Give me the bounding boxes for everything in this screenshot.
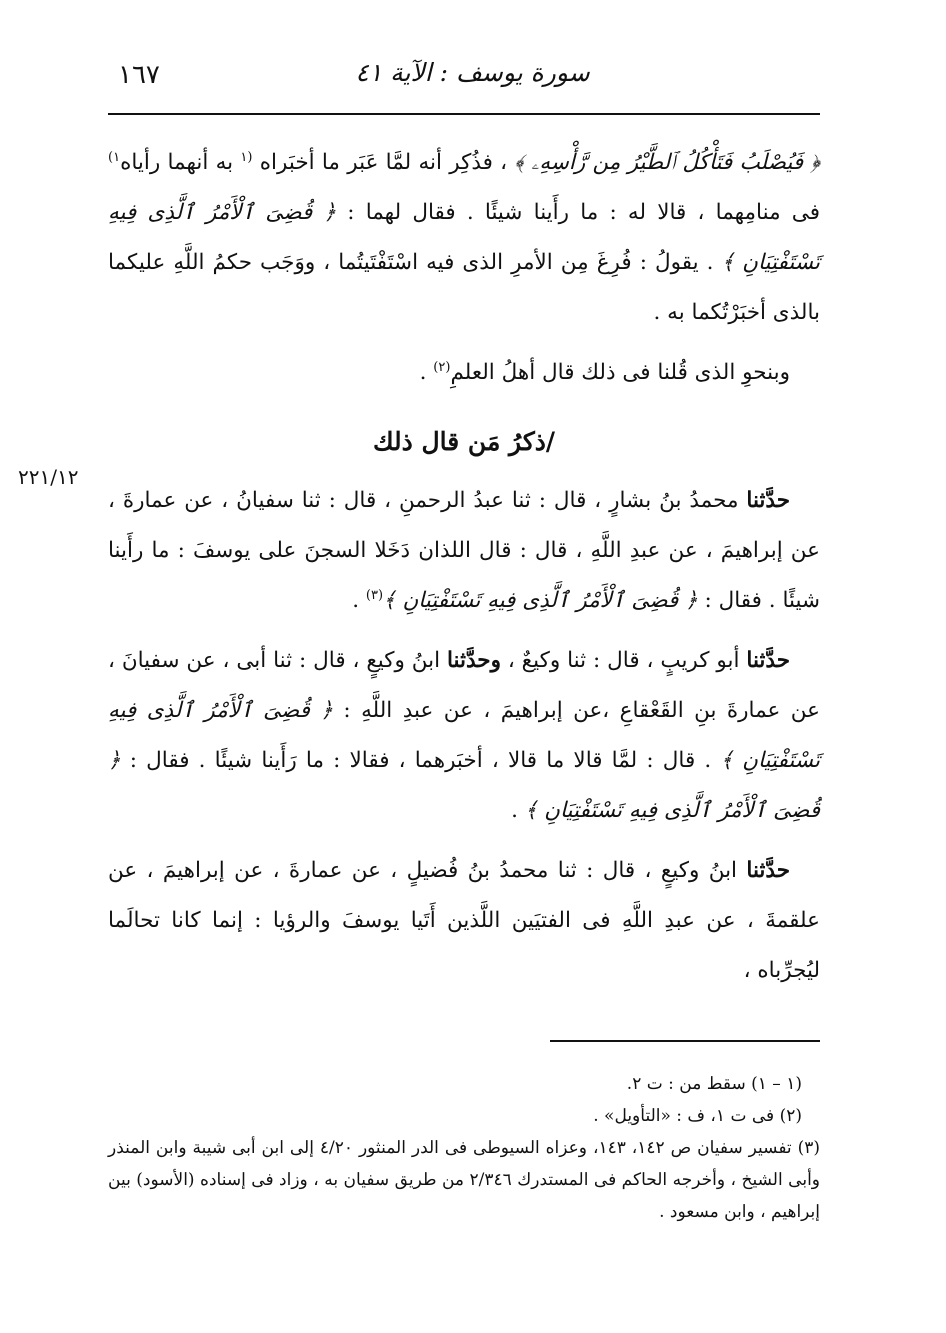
footnotes bbox=[108, 1068, 820, 1228]
narration-lead: وحدَّثنا bbox=[446, 648, 501, 673]
text-run: وبنحوِ الذى قُلنا فى ذلك قال أهلُ العلمِ bbox=[450, 360, 790, 385]
text-run: ، فذُكِر أنه لمَّا عَبَر ما أخبَراه bbox=[252, 150, 515, 175]
footnote-marker: (١ bbox=[240, 149, 253, 165]
quran-quote: ﴿ قُضِىَ ٱلْأَمْرُ ٱلَّذِى فِيهِ تَسْتَفْتِيَانِ ﴾ bbox=[383, 588, 698, 613]
page-number: ١٦٧ bbox=[118, 60, 160, 90]
footnote-3: (٣) تفسير سفيان ص ١٤٢، ١٤٣، وعزاه السيوطى فى الدر المنثور ٤/٢٠ إلى ابن أبى شيبة وابن المنذر وأبى الشيخ ، وأخرجه الحاكم فى المستدرك ٢/٣٤٦ من طريق سفيان به ، وزاد فى إسناده (الأسود) بين إبراهيم ، وابن مسعود . bbox=[108, 1138, 820, 1222]
text-run: أبو كريبٍ ، قال : ثنا وكيعٌ ، bbox=[500, 648, 747, 673]
text-run: . قال : لمَّا قالا ما قالا ، أخبَرهما ، فقالا : ما رَأَينا شيئًا . فقال : bbox=[120, 748, 721, 773]
narration-lead: حدَّثنا bbox=[746, 488, 790, 513]
paragraph-1 bbox=[108, 138, 820, 338]
text-run: محمدُ بنُ بشارٍ ، قال : ثنا عبدُ الرحمنِ ، قال : ثنا سفيانُ ، عن عمارةَ ، عن إبراهيمَ ، عن عبدِ اللَّهِ ، قال : قال اللذان دَخَلا السجنَ على يوسفَ : ما رأَينا شيئًا . فقال : bbox=[108, 488, 820, 613]
main-text bbox=[108, 138, 820, 996]
footnote-1: (١ – ١) سقط من : ت ٢. bbox=[626, 1074, 802, 1094]
text-run: ابنُ وكيعٍ ، قال : ثنا أبى ، عن سفيانَ ، عن عمارةَ بنِ القَعْقاعِ ،عن إبراهيمَ ، عن عبدِ اللَّهِ : bbox=[108, 648, 821, 723]
quran-quote: ﴿ قُضِىَ ٱلْأَمْرُ ٱلَّذِى فِيهِ تَسْتَفْتِيَانِ ﴾ bbox=[108, 698, 820, 773]
margin-reference: ٢٢١/١٢ bbox=[18, 465, 79, 489]
header-rule bbox=[108, 113, 820, 115]
footnote-rule bbox=[550, 1040, 820, 1042]
text-run: . bbox=[419, 360, 434, 385]
paragraph-4 bbox=[108, 636, 820, 836]
quran-quote: ﴿ قُضِىَ ٱلْأَمْرُ ٱلَّذِى فِيهِ تَسْتَفْتِيَانِ ﴾ bbox=[108, 200, 820, 275]
text-run: . bbox=[511, 798, 525, 823]
text-run: فى منامِهما ، قالا له : ما رأَينا شيئًا . فقال لهما : bbox=[336, 200, 821, 225]
text-run: . bbox=[352, 588, 366, 613]
text-run: به أنهما رأياه bbox=[120, 150, 241, 175]
footnote-2: (٢) فى ت ١، ف : «التأويل» . bbox=[593, 1106, 802, 1126]
footnote-marker: (٢) bbox=[433, 359, 451, 375]
quran-quote: ﴿ قُضِىَ ٱلْأَمْرُ ٱلَّذِى فِيهِ تَسْتَفْتِيَانِ ﴾ bbox=[108, 748, 820, 823]
paragraph-5 bbox=[108, 846, 820, 996]
paragraph-3 bbox=[108, 476, 820, 626]
text-run: ابنُ وكيعٍ ، قال : ثنا محمدُ بنُ فُضيلٍ ، عن عمارةَ ، عن إبراهيمَ ، عن علقمةَ ، عن عبدِ اللَّهِ فى الفتيَين اللَّذين أَتَيا يوسفَ والرؤيا : إنما كانا تحالَما ليُجرِّباه ، bbox=[108, 858, 820, 983]
running-title: سورة يوسف : الآية ٤١ bbox=[355, 58, 590, 87]
quran-quote: ﴿ فَيُصْلَبُ فَتَأْكُلُ ٱلطَّيْرُ مِن رَّأْسِهِۦ ﴾ bbox=[514, 150, 820, 175]
paragraph-2 bbox=[108, 348, 820, 398]
footnote-marker: ١) bbox=[108, 149, 121, 165]
footnote-marker: (٣) bbox=[365, 587, 384, 603]
text-run: . يقولُ : فُرِغَ مِن الأمرِ الذى فيه اسْتَفْتَيتُما ، ووَجَب حكمُ اللَّهِ عليكما بالذى أخبَرْتُكما به . bbox=[108, 250, 820, 325]
section-heading: /ذكرُ مَن قال ذلك bbox=[372, 427, 556, 456]
narration-lead: حدَّثنا bbox=[746, 648, 790, 673]
narration-lead: حدَّثنا bbox=[746, 858, 790, 883]
